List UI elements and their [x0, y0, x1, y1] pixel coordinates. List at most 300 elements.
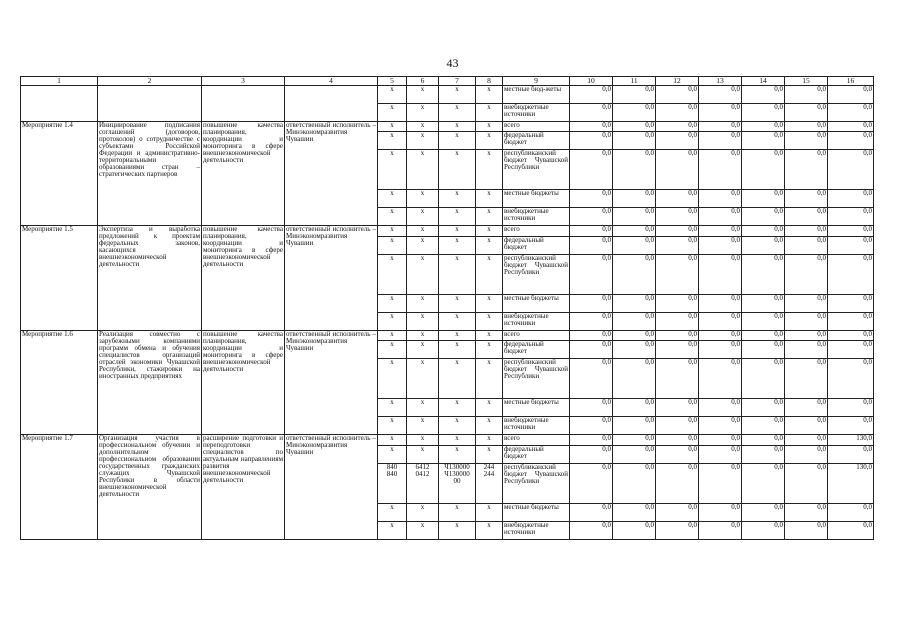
col8-cell: x: [476, 208, 503, 226]
col6-cell: x: [407, 150, 439, 190]
measure-cell: [21, 86, 98, 122]
table-body: [21, 77, 874, 540]
value-cell: 0,0: [699, 132, 742, 150]
value-cell: 0,0: [613, 503, 656, 521]
value-cell: 0,0: [742, 445, 785, 463]
value-cell: 0,0: [699, 294, 742, 312]
value-cell: 0,0: [699, 359, 742, 399]
value-cell: 0,0: [570, 86, 613, 104]
value-cell: 0,0: [828, 104, 874, 122]
value-cell: 0,0: [613, 341, 656, 359]
value-cell: 0,0: [656, 190, 699, 208]
col8-cell: x: [476, 359, 503, 399]
value-cell: 0,0: [699, 150, 742, 190]
value-cell: 0,0: [613, 312, 656, 330]
value-cell: 0,0: [656, 399, 699, 417]
value-cell: 0,0: [570, 521, 613, 539]
funding-source-cell: внебюджетные источники: [503, 104, 570, 122]
value-cell: 0,0: [613, 132, 656, 150]
value-cell: 0,0: [570, 312, 613, 330]
value-cell: 0,0: [828, 359, 874, 399]
value-cell: 0,0: [699, 435, 742, 445]
value-cell: 0,0: [828, 254, 874, 294]
value-cell: 0,0: [570, 208, 613, 226]
value-cell: 0,0: [656, 150, 699, 190]
col6-cell: x: [407, 445, 439, 463]
value-cell: 0,0: [785, 341, 828, 359]
value-cell: 0,0: [785, 312, 828, 330]
header-cell: 7: [439, 77, 476, 86]
goal-cell: [202, 86, 285, 122]
col6-cell: x: [407, 132, 439, 150]
value-cell: 0,0: [656, 208, 699, 226]
funding-source-cell: местные бюджеты: [503, 190, 570, 208]
value-cell: 0,0: [656, 435, 699, 445]
value-cell: 0,0: [613, 208, 656, 226]
value-cell: 0,0: [828, 86, 874, 104]
value-cell: 0,0: [613, 254, 656, 294]
value-cell: 0,0: [785, 445, 828, 463]
col7-cell: x: [439, 312, 476, 330]
value-cell: 0,0: [570, 150, 613, 190]
value-cell: 0,0: [656, 521, 699, 539]
header-cell: 2: [98, 77, 202, 86]
col5-cell: x: [378, 359, 407, 399]
col5-cell: x: [378, 150, 407, 190]
value-cell: 0,0: [570, 359, 613, 399]
value-cell: 0,0: [570, 122, 613, 132]
value-cell: 0,0: [570, 417, 613, 435]
col5-cell: x: [378, 208, 407, 226]
value-cell: 0,0: [699, 226, 742, 236]
value-cell: 0,0: [613, 330, 656, 340]
value-cell: 0,0: [570, 435, 613, 445]
value-cell: 0,0: [613, 236, 656, 254]
value-cell: 0,0: [613, 294, 656, 312]
col5-cell: x: [378, 236, 407, 254]
value-cell: 0,0: [613, 399, 656, 417]
measure-name-cell: Экспертиза и выработка предложений к проектам федеральных законов, касающихся внешнеэкономической деятельности: [98, 226, 202, 330]
value-cell: 0,0: [785, 330, 828, 340]
program-table: [20, 76, 874, 540]
value-cell: 0,0: [742, 150, 785, 190]
value-cell: 0,0: [785, 104, 828, 122]
value-cell: 0,0: [699, 417, 742, 435]
value-cell: 0,0: [699, 330, 742, 340]
value-cell: 0,0: [656, 122, 699, 132]
value-cell: 0,0: [785, 359, 828, 399]
value-cell: 0,0: [656, 330, 699, 340]
value-cell: 0,0: [742, 104, 785, 122]
header-cell: 11: [613, 77, 656, 86]
col6-cell: 6412 0412: [407, 463, 439, 503]
value-cell: 0,0: [742, 341, 785, 359]
col8-cell: x: [476, 312, 503, 330]
value-cell: 0,0: [613, 359, 656, 399]
col8-cell: x: [476, 503, 503, 521]
value-cell: 0,0: [742, 236, 785, 254]
value-cell: 0,0: [742, 399, 785, 417]
col5-cell: x: [378, 341, 407, 359]
value-cell: 0,0: [570, 294, 613, 312]
col5-cell: x: [378, 521, 407, 539]
value-cell: 0,0: [785, 150, 828, 190]
value-cell: 0,0: [742, 122, 785, 132]
col6-cell: x: [407, 330, 439, 340]
header-cell: 16: [828, 77, 874, 86]
measure-executor-cell: ответственный исполнитель – Минэкономразвития Чувашии: [285, 226, 378, 330]
value-cell: 0,0: [828, 294, 874, 312]
value-cell: 0,0: [699, 341, 742, 359]
value-cell: 0,0: [570, 399, 613, 417]
value-cell: 0,0: [656, 236, 699, 254]
col8-cell: x: [476, 150, 503, 190]
value-cell: 0,0: [656, 294, 699, 312]
header-cell: 8: [476, 77, 503, 86]
col5-cell: x: [378, 445, 407, 463]
funding-source-cell: федеральный бюджет: [503, 236, 570, 254]
col7-cell: x: [439, 208, 476, 226]
table-row: [21, 330, 874, 340]
col6-cell: x: [407, 341, 439, 359]
value-cell: 0,0: [742, 435, 785, 445]
header-cell: 14: [742, 77, 785, 86]
value-cell: 0,0: [656, 341, 699, 359]
table-row: [21, 435, 874, 445]
value-cell: 0,0: [785, 132, 828, 150]
col7-cell: x: [439, 254, 476, 294]
col7-cell: Ч130000 Ч130000 00: [439, 463, 476, 503]
col6-cell: x: [407, 399, 439, 417]
col5-cell: x: [378, 294, 407, 312]
value-cell: 0,0: [613, 463, 656, 503]
value-cell: 0,0: [828, 399, 874, 417]
funding-source-cell: федеральный бюджет: [503, 132, 570, 150]
col8-cell: x: [476, 294, 503, 312]
header-row: [21, 77, 874, 86]
col6-cell: x: [407, 236, 439, 254]
measure-name-cell: Организация участия в профессиональном обучении и дополнительном профессиональном образовании государственных гражданских служащих Чувашской Республики в области внешнеэкономической деятельности: [98, 435, 202, 539]
value-cell: 0,0: [613, 150, 656, 190]
value-cell: 0,0: [613, 521, 656, 539]
header-cell: 15: [785, 77, 828, 86]
col8-cell: x: [476, 104, 503, 122]
funding-source-cell: республиканский бюджет Чувашской Республики: [503, 359, 570, 399]
value-cell: 0,0: [656, 417, 699, 435]
col7-cell: x: [439, 150, 476, 190]
col7-cell: x: [439, 359, 476, 399]
col7-cell: x: [439, 236, 476, 254]
value-cell: 0,0: [828, 341, 874, 359]
col8-cell: x: [476, 521, 503, 539]
funding-source-cell: внебюджетные источники: [503, 208, 570, 226]
col8-cell: x: [476, 435, 503, 445]
col8-cell: x: [476, 417, 503, 435]
table-row: [21, 86, 874, 104]
col8-cell: x: [476, 399, 503, 417]
funding-source-cell: федеральный бюджет: [503, 445, 570, 463]
value-cell: 0,0: [742, 294, 785, 312]
col7-cell: x: [439, 86, 476, 104]
value-cell: 0,0: [570, 445, 613, 463]
value-cell: 0,0: [828, 208, 874, 226]
col6-cell: x: [407, 208, 439, 226]
col6-cell: x: [407, 104, 439, 122]
header-cell: 1: [21, 77, 98, 86]
measure-id-cell: Мероприятие 1.6: [21, 330, 98, 434]
col8-cell: x: [476, 341, 503, 359]
value-cell: 0,0: [742, 503, 785, 521]
value-cell: 0,0: [785, 254, 828, 294]
value-cell: 0,0: [828, 330, 874, 340]
value-cell: 0,0: [742, 208, 785, 226]
value-cell: 0,0: [699, 521, 742, 539]
col8-cell: x: [476, 236, 503, 254]
funding-source-cell: всего: [503, 122, 570, 132]
value-cell: 0,0: [656, 463, 699, 503]
value-cell: 0,0: [656, 359, 699, 399]
header-cell: 3: [202, 77, 285, 86]
value-cell: 0,0: [570, 226, 613, 236]
measure-goal-cell: повышение качества планирования, координации и мониторинга в сфере внешнеэкономической деятельности: [202, 226, 285, 330]
col7-cell: x: [439, 503, 476, 521]
col7-cell: x: [439, 341, 476, 359]
measure-goal-cell: повышение качества планирования, координации и мониторинга в сфере внешнеэкономической деятельности: [202, 330, 285, 434]
value-cell: 0,0: [742, 86, 785, 104]
value-cell: 0,0: [742, 190, 785, 208]
funding-source-cell: всего: [503, 330, 570, 340]
value-cell: 0,0: [828, 150, 874, 190]
funding-source-cell: всего: [503, 435, 570, 445]
funding-source-cell: внебюджетные источники: [503, 312, 570, 330]
header-cell: 4: [285, 77, 378, 86]
col7-cell: x: [439, 104, 476, 122]
measure-id-cell: Мероприятие 1.4: [21, 122, 98, 226]
value-cell: 0,0: [699, 190, 742, 208]
value-cell: 0,0: [613, 104, 656, 122]
value-cell: 0,0: [828, 132, 874, 150]
value-cell: 0,0: [613, 445, 656, 463]
value-cell: 0,0: [699, 122, 742, 132]
value-cell: 0,0: [828, 236, 874, 254]
col6-cell: x: [407, 86, 439, 104]
value-cell: 0,0: [828, 521, 874, 539]
value-cell: 0,0: [742, 330, 785, 340]
value-cell: 0,0: [699, 503, 742, 521]
col5-cell: x: [378, 417, 407, 435]
value-cell: 0,0: [785, 86, 828, 104]
col8-cell: x: [476, 330, 503, 340]
value-cell: 0,0: [656, 104, 699, 122]
value-cell: 130,0: [828, 435, 874, 445]
value-cell: 0,0: [785, 417, 828, 435]
col7-cell: x: [439, 226, 476, 236]
col8-cell: 244 244: [476, 463, 503, 503]
value-cell: 0,0: [699, 208, 742, 226]
value-cell: 0,0: [570, 104, 613, 122]
value-cell: 0,0: [742, 132, 785, 150]
value-cell: 0,0: [742, 463, 785, 503]
col7-cell: x: [439, 521, 476, 539]
funding-source-cell: местные бюджеты: [503, 503, 570, 521]
measure-goal-cell: расширение подготовки и переподготовки специалистов по актуальным направлениям развития внешнеэкономической деятельности: [202, 435, 285, 539]
col7-cell: x: [439, 330, 476, 340]
col5-cell: x: [378, 254, 407, 294]
col6-cell: x: [407, 503, 439, 521]
value-cell: 0,0: [742, 417, 785, 435]
value-cell: 0,0: [570, 330, 613, 340]
value-cell: 0,0: [742, 226, 785, 236]
col5-cell: x: [378, 330, 407, 340]
measure-goal-cell: повышение качества планирования, координации и мониторинга в сфере внешнеэкономической деятельности: [202, 122, 285, 226]
value-cell: 0,0: [613, 122, 656, 132]
header-cell: 10: [570, 77, 613, 86]
measure-executor-cell: ответственный исполнитель – Минэкономразвития Чувашии: [285, 122, 378, 226]
name-cell: [98, 86, 202, 122]
value-cell: 0,0: [656, 226, 699, 236]
col7-cell: x: [439, 417, 476, 435]
col5-cell: x: [378, 190, 407, 208]
value-cell: 0,0: [613, 435, 656, 445]
value-cell: 0,0: [785, 208, 828, 226]
value-cell: 0,0: [828, 417, 874, 435]
value-cell: 0,0: [699, 445, 742, 463]
value-cell: 0,0: [785, 236, 828, 254]
value-cell: 0,0: [785, 503, 828, 521]
col6-cell: x: [407, 294, 439, 312]
col8-cell: x: [476, 132, 503, 150]
funding-source-cell: республиканский бюджет Чувашской Республики: [503, 150, 570, 190]
measure-id-cell: Мероприятие 1.5: [21, 226, 98, 330]
col6-cell: x: [407, 254, 439, 294]
value-cell: 0,0: [656, 132, 699, 150]
col6-cell: x: [407, 190, 439, 208]
col5-cell: x: [378, 399, 407, 417]
value-cell: 0,0: [785, 294, 828, 312]
value-cell: 0,0: [785, 399, 828, 417]
col7-cell: x: [439, 445, 476, 463]
col6-cell: x: [407, 435, 439, 445]
table-row: [21, 226, 874, 236]
col5-cell: x: [378, 312, 407, 330]
col5-cell: x: [378, 503, 407, 521]
value-cell: 0,0: [742, 254, 785, 294]
col5-cell: x: [378, 435, 407, 445]
measure-id-cell: Мероприятие 1.7: [21, 435, 98, 539]
funding-source-cell: федеральный бюджет: [503, 341, 570, 359]
funding-source-cell: местные бюджеты: [503, 294, 570, 312]
value-cell: 0,0: [742, 312, 785, 330]
header-cell: 5: [378, 77, 407, 86]
value-cell: 0,0: [613, 190, 656, 208]
page-number: 43: [446, 56, 459, 70]
value-cell: 0,0: [785, 435, 828, 445]
col5-cell: x: [378, 104, 407, 122]
value-cell: 0,0: [613, 226, 656, 236]
col6-cell: x: [407, 122, 439, 132]
col5-cell: x: [378, 86, 407, 104]
funding-source-cell: всего: [503, 226, 570, 236]
value-cell: 0,0: [785, 190, 828, 208]
value-cell: 0,0: [699, 312, 742, 330]
value-cell: 0,0: [785, 521, 828, 539]
col6-cell: x: [407, 417, 439, 435]
header-cell: 6: [407, 77, 439, 86]
measure-executor-cell: ответственный исполнитель – Минэкономразвития Чувашии: [285, 435, 378, 539]
table-row: [21, 122, 874, 132]
value-cell: 0,0: [656, 503, 699, 521]
measure-name-cell: Реализация совместно с зарубежными компаниями программ обмена и обучения специалистов организаций отраслей экономики Чувашской Республики, стажировки на иностранных предприятиях: [98, 330, 202, 434]
value-cell: 0,0: [570, 341, 613, 359]
col6-cell: x: [407, 312, 439, 330]
col5-cell: x: [378, 122, 407, 132]
value-cell: 0,0: [828, 190, 874, 208]
funding-source-cell: республиканский бюджет Чувашской Республики: [503, 254, 570, 294]
value-cell: 0,0: [656, 254, 699, 294]
col8-cell: x: [476, 254, 503, 294]
funding-source-cell: республиканский бюджет Чувашской Республики: [503, 463, 570, 503]
value-cell: 0,0: [613, 86, 656, 104]
header-cell: 9: [503, 77, 570, 86]
measure-name-cell: Инициирование подписания соглашений (договоров, протоколов) о сотрудничестве с субъектами Российской Федерации и административно-территориальными образованиями стран – стратегических партнеров: [98, 122, 202, 226]
col7-cell: x: [439, 122, 476, 132]
value-cell: 0,0: [828, 503, 874, 521]
header-cell: 12: [656, 77, 699, 86]
value-cell: 0,0: [570, 254, 613, 294]
value-cell: 0,0: [699, 254, 742, 294]
value-cell: 0,0: [785, 226, 828, 236]
value-cell: 0,0: [742, 359, 785, 399]
value-cell: 130,0: [828, 463, 874, 503]
value-cell: 0,0: [828, 122, 874, 132]
col8-cell: x: [476, 445, 503, 463]
col7-cell: x: [439, 132, 476, 150]
col8-cell: x: [476, 86, 503, 104]
funding-source-cell: местные бюд-жеты: [503, 86, 570, 104]
col8-cell: x: [476, 226, 503, 236]
col6-cell: x: [407, 521, 439, 539]
funding-source-cell: внебюджетные источники: [503, 521, 570, 539]
value-cell: 0,0: [570, 236, 613, 254]
value-cell: 0,0: [828, 445, 874, 463]
funding-source-cell: внебюджетные источники: [503, 417, 570, 435]
col6-cell: x: [407, 359, 439, 399]
value-cell: 0,0: [656, 312, 699, 330]
funding-source-cell: местные бюджеты: [503, 399, 570, 417]
col5-cell: 840 840: [378, 463, 407, 503]
col8-cell: x: [476, 190, 503, 208]
col6-cell: x: [407, 226, 439, 236]
value-cell: 0,0: [656, 86, 699, 104]
value-cell: 0,0: [785, 122, 828, 132]
col5-cell: x: [378, 226, 407, 236]
value-cell: 0,0: [742, 521, 785, 539]
col7-cell: x: [439, 190, 476, 208]
value-cell: 0,0: [699, 86, 742, 104]
value-cell: 0,0: [613, 417, 656, 435]
measure-executor-cell: ответственный исполнитель – Минэкономразвития Чувашии: [285, 330, 378, 434]
value-cell: 0,0: [785, 463, 828, 503]
value-cell: 0,0: [699, 236, 742, 254]
col7-cell: x: [439, 399, 476, 417]
value-cell: 0,0: [828, 312, 874, 330]
col7-cell: x: [439, 294, 476, 312]
col7-cell: x: [439, 435, 476, 445]
value-cell: 0,0: [828, 226, 874, 236]
value-cell: 0,0: [656, 445, 699, 463]
executor-cell: [285, 86, 378, 122]
value-cell: 0,0: [570, 463, 613, 503]
